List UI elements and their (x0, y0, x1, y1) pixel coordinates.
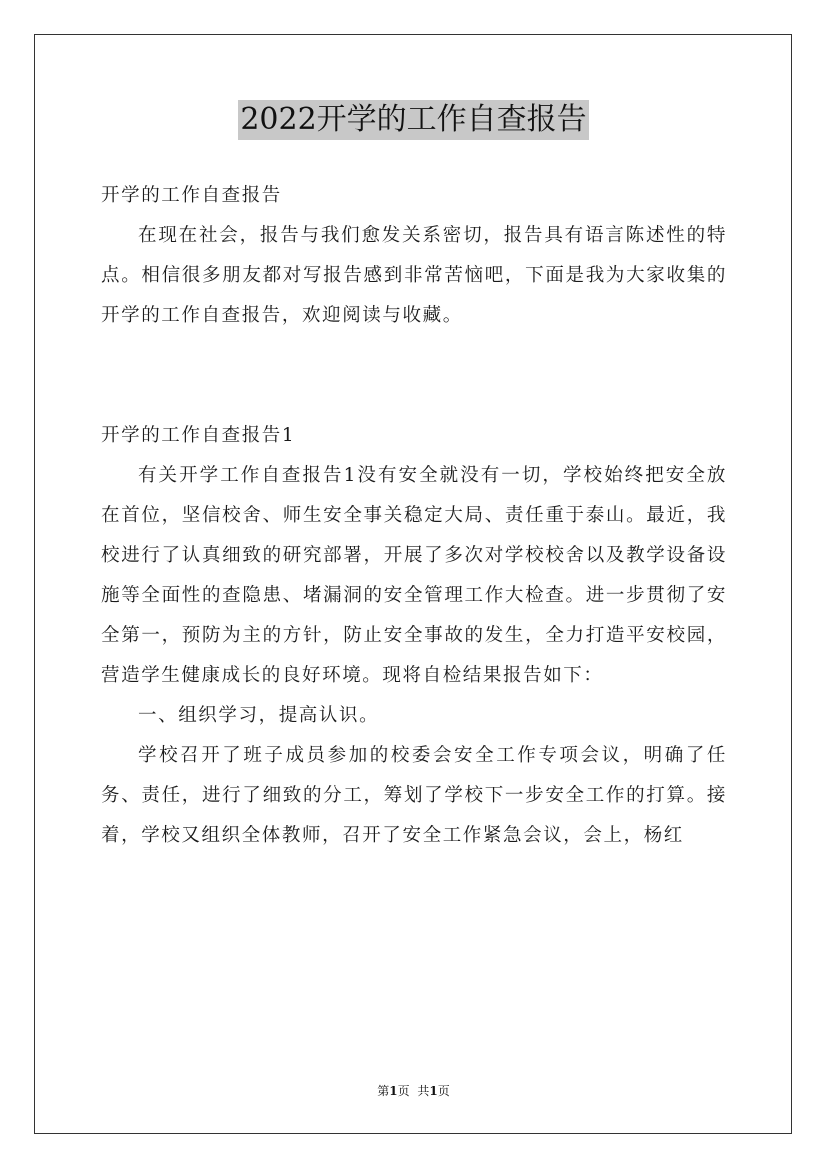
page-number: 1 (389, 1084, 398, 1098)
page-footer (0, 1083, 827, 1099)
section-heading: 开学的工作自查报告1 (101, 425, 296, 446)
page-label-prefix: 第 (377, 1084, 390, 1098)
document-body (101, 176, 727, 856)
total-pages: 1 (429, 1084, 438, 1098)
paragraph: 学校召开了班子成员参加的校委会安全工作专项会议，明确了任务、责任，进行了细致的分工，筹划了学校下一步安全工作的打算。接着，学校又组织全体教师，召开了安全工作紧急会议，会上，杨红 (101, 745, 727, 846)
page-label-suffix: 页 (397, 1084, 410, 1098)
section-heading: 开学的工作自查报告 (101, 185, 282, 206)
total-label-prefix: 共 (417, 1084, 430, 1098)
title-container (0, 100, 827, 140)
paragraph: 一、组织学习，提高认识。 (138, 705, 380, 726)
paragraph: 有关开学工作自查报告1没有安全就没有一切，学校始终把安全放在首位，坚信校舍、师生安全事关稳定大局、责任重于泰山。最近，我校进行了认真细致的研究部署，开展了多次对学校校舍以及教学设备设施等全面性的查隐患、堵漏洞的安全管理工作大检查。进一步贯彻了安全第一，预防为主的方针，防止安全事故的发生，全力打造平安校园，营造学生健康成长的良好环境。现将自检结果报告如下： (101, 465, 727, 686)
total-label-suffix: 页 (437, 1084, 450, 1098)
paragraph: 在现在社会，报告与我们愈发关系密切，报告具有语言陈述性的特点。相信很多朋友都对写报告感到非常苦恼吧，下面是我为大家收集的开学的工作自查报告，欢迎阅读与收藏。 (101, 225, 727, 326)
document-title: 2022开学的工作自查报告 (238, 100, 588, 140)
section-spacer (101, 336, 727, 416)
